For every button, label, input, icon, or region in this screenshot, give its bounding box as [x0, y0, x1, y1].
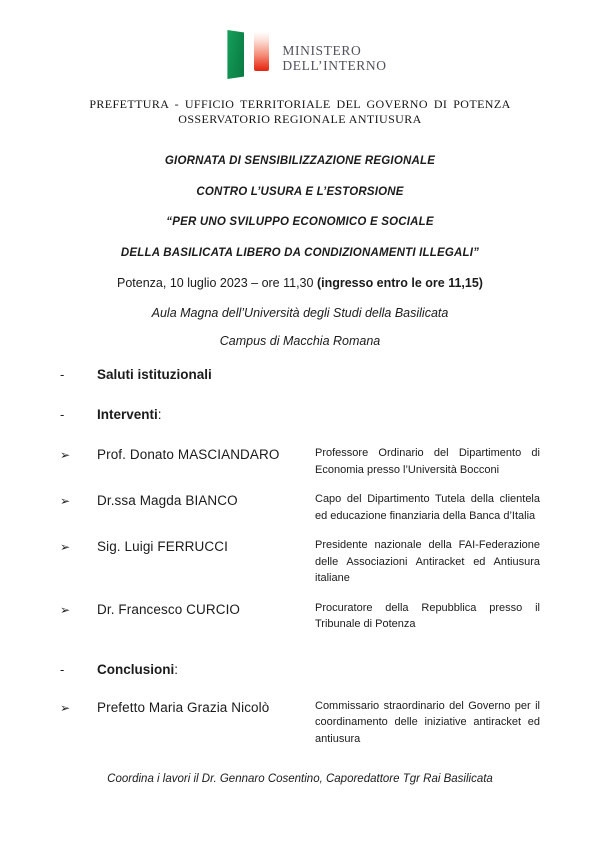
italian-flag-icon: [227, 30, 269, 80]
agenda: [0, 367, 600, 747]
arrow-bullet-icon: ➢: [60, 448, 71, 462]
section-conclusioni: [60, 662, 540, 678]
speaker-row-masciandaro: [60, 447, 540, 478]
speaker-role: Professore Ordinario del Dipartimento di Economia presso l’Università Bocconi: [315, 447, 540, 476]
ministry-logo: [14, 30, 600, 80]
speaker-row-bianco: [60, 493, 540, 524]
event-titles: [0, 155, 600, 259]
ministry-name-line1: MINISTERO: [282, 43, 362, 58]
speaker-role: Procuratore della Repubblica presso il Tribunale di Potenza: [315, 601, 540, 630]
event-date: [0, 277, 600, 290]
section-saluti-label: Saluti istituzionali: [97, 367, 212, 382]
section-interventi: [60, 407, 540, 423]
title-line-4: DELLA BASILICATA LIBERO DA CONDIZIONAMENTI ILLEGALI”: [120, 246, 480, 259]
section-interventi-label: Interventi:: [97, 407, 162, 422]
title-line-1: GIORNATA DI SENSIBILIZZAZIONE REGIONALE: [164, 155, 436, 167]
dash-bullet: -: [60, 661, 65, 677]
speaker-name: Dr.ssa Magda BIANCO: [97, 493, 238, 508]
arrow-bullet-icon: ➢: [60, 494, 71, 508]
event-venue: Aula Magna dell’Università degli Studi della Basilicata: [151, 306, 449, 320]
title-line-2: CONTRO L’USURA E L’ESTORSIONE: [196, 185, 404, 198]
ministry-name: [282, 43, 386, 73]
arrow-bullet-icon: ➢: [60, 700, 71, 715]
speaker-role: Commissario straordinario del Governo per il coordinamento delle iniziative antiracket ed antiusura: [315, 699, 540, 745]
speaker-name: Prof. Donato MASCIANDARO: [97, 447, 280, 462]
section-conclusioni-label: Conclusioni:: [97, 661, 179, 677]
arrow-bullet-icon: ➢: [60, 602, 71, 617]
org-header-line1: PREFETTURA - UFFICIO TERRITORIALE DEL GOVERNO DI POTENZA: [89, 97, 511, 111]
org-header: [0, 97, 600, 126]
section-saluti: [60, 367, 540, 383]
speaker-row-nicolo: [60, 700, 540, 748]
flag-green-bar: [227, 30, 244, 79]
speaker-name: Prefetto Maria Grazia Nicolò: [97, 699, 270, 715]
arrow-bullet-icon: ➢: [60, 540, 71, 554]
org-header-line2: OSSERVATORIO REGIONALE ANTIUSURA: [178, 111, 422, 126]
dash-bullet: -: [60, 407, 65, 422]
title-line-3: “PER UNO SVILUPPO ECONOMICO E SOCIALE: [166, 216, 434, 228]
ministry-name-line2: DELL’INTERNO: [282, 58, 387, 73]
speaker-name: Dr. Francesco CURCIO: [97, 601, 241, 617]
event-date-time: Potenza, 10 luglio 2023 – ore 11,30: [117, 276, 317, 290]
speaker-row-ferrucci: [60, 539, 540, 587]
flag-red-bar: [254, 32, 269, 71]
event-campus: Campus di Macchia Romana: [219, 334, 381, 348]
speaker-row-curcio: [60, 602, 540, 633]
speaker-name: Sig. Luigi FERRUCCI: [97, 539, 228, 554]
speaker-role: Presidente nazionale della FAI-Federazione delle Associazioni Antiracket ed Antiusura italiane: [315, 539, 540, 584]
event-entry-note: (ingresso entro le ore 11,15): [316, 276, 483, 290]
dash-bullet: -: [60, 367, 65, 382]
moderator-note: Coordina i lavori il Dr. Gennaro Cosentino, Caporedattore Tgr Rai Basilicata: [107, 773, 493, 785]
speaker-role: Capo del Dipartimento Tutela della clientela ed educazione finanziaria della Banca d’Italia: [315, 493, 540, 522]
